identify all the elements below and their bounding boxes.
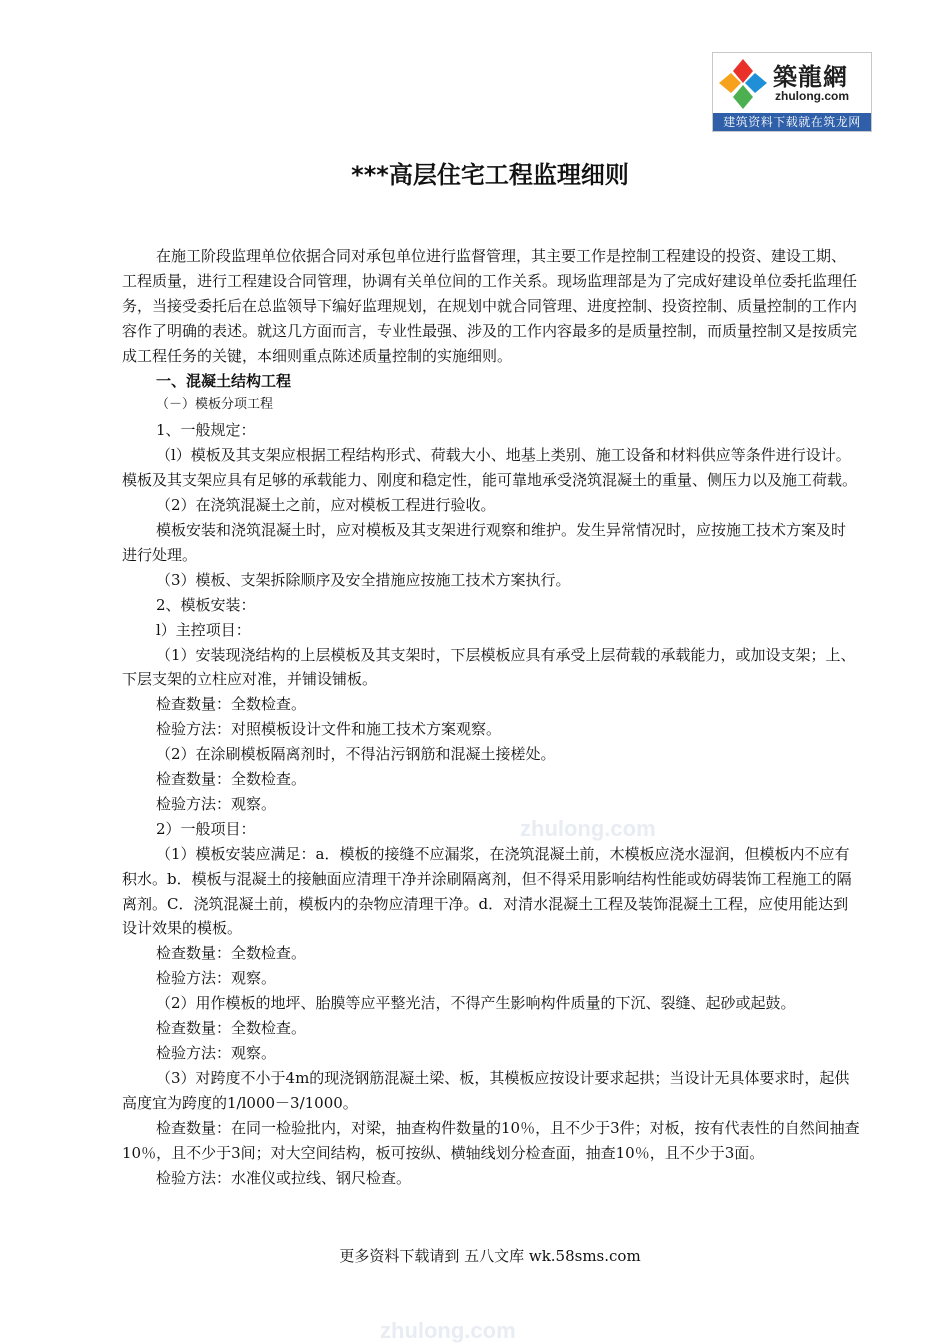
subsection-heading: （－）模板分项工程: [156, 397, 274, 413]
body-paragraph: 检验方法：观察。: [156, 969, 277, 988]
document-body: [122, 244, 860, 1190]
footer-note: 更多资料下载请到 五八文库 wk.58sms.com: [339, 1247, 641, 1265]
body-paragraph: 2）一般项目：: [156, 819, 256, 838]
body-paragraph: （3）对跨度不小于4m的现浇钢筋混凝土梁、板，其模板应按设计要求起拱；当设计无具体要求时，起供高度宜为跨度的1/l000－3/1000。: [122, 1068, 850, 1112]
body-paragraph: 检验方法：对照模板设计文件和施工技术方案观察。: [156, 720, 502, 739]
body-paragraph: 检验方法：观察。: [156, 794, 277, 813]
body-paragraph: （2）在浇筑混凝土之前，应对模板工程进行验收。: [156, 496, 496, 515]
body-paragraph: 检查数量：全数检查。: [156, 1019, 307, 1038]
body-paragraph: （l）模板及其支架应根据工程结构形式、荷载大小、地基上类别、施工设备和材料供应等条件进行设计。模板及其支架应具有足够的承载能力、刚度和稳定性，能可靠地承受浇筑混凝土的重量、侧压力以及施工荷载。: [122, 446, 858, 490]
watermark-text: zhulong.com: [520, 816, 656, 841]
body-paragraph: 1、一般规定：: [156, 421, 256, 440]
zhulong-logo: [712, 52, 872, 132]
body-paragraph: 检查数量：全数检查。: [156, 770, 307, 789]
body-paragraph: 2、模板安装：: [156, 595, 256, 614]
logo-domain: zhulong.com: [775, 89, 849, 103]
body-paragraph: （2）在涂刷模板隔离剂时，不得沾污钢筋和混凝土接槎处。: [156, 745, 556, 764]
watermark-text: zhulong.com: [380, 1318, 516, 1343]
document-title: ***高层住宅工程监理细则: [351, 161, 629, 189]
body-paragraph: 检查数量：在同一检验批内，对梁，抽查构件数量的10％，且不少于3件；对板，按有代表性的自然间抽查10％，且不少于3间；对大空间结构，板可按纵、横轴线划分检查面，抽查10％，且不少于3面。: [122, 1118, 860, 1162]
body-paragraph: l）主控项目：: [156, 620, 251, 639]
logo-name: 築龍網: [773, 62, 848, 91]
body-paragraph: （2）用作模板的地坪、胎膜等应平整光洁，不得产生影响构件质量的下沉、裂缝、起砂或起鼓。: [156, 994, 796, 1013]
body-paragraph: 模板安装和浇筑混凝土时，应对模板及其支架进行观察和维护。发生异常情况时，应按施工技术方案及时进行处理。: [122, 520, 847, 564]
body-paragraph: （3）模板、支架拆除顺序及安全措施应按施工技术方案执行。: [156, 570, 571, 589]
body-paragraph: 检验方法：观察。: [156, 1044, 277, 1062]
logo-slogan: 建筑资料下载就在筑龙网: [713, 113, 871, 131]
body-paragraph: 检查数量：全数检查。: [156, 944, 307, 963]
section-heading: 一、混凝土结构工程: [156, 371, 292, 390]
body-paragraph: （1）安装现浇结构的上层模板及其支架时，下层模板应具有承受上层荷载的承载能力，或加设支架；上、下层支架的立柱应对准，并铺设铺板。: [122, 645, 856, 689]
body-paragraph: 检查数量：全数检查。: [156, 695, 307, 714]
body-paragraph: （1）模板安装应满足：a．模板的接缝不应漏浆，在浇筑混凝土前，木模板应浇水湿润，但模板内不应有积水。b．模板与混凝土的接触面应清理干净并涂刷隔离剂，但不得采用影响结构性能或妨碍装饰工程施工的隔离剂。C．浇筑混凝土前，模板内的杂物应清理干净。d．对清水混凝土工程及装饰混凝土工程，应使用能达到设计效果的模板。: [122, 844, 852, 938]
body-paragraph: 检验方法：水准仪或拉线、钢尺检查。: [156, 1168, 412, 1187]
body-paragraph: 在施工阶段监理单位依据合同对承包单位进行监督管理，其主要工作是控制工程建设的投资、建设工期、工程质量，进行工程建设合同管理，协调有关单位间的工作关系。现场监理部是为了完成好建设单位委托监理任务，当接受委托后在总监领导下编好监理规划，在规划中就合同管理、进度控制、投资控制、质量控制的工作内容作了明确的表述。就这几方面而言，专业性最强、涉及的工作内容最多的是质量控制，而质量控制又是按质完成工程任务的关键，本细则重点陈述质量控制的实施细则。: [122, 247, 858, 365]
